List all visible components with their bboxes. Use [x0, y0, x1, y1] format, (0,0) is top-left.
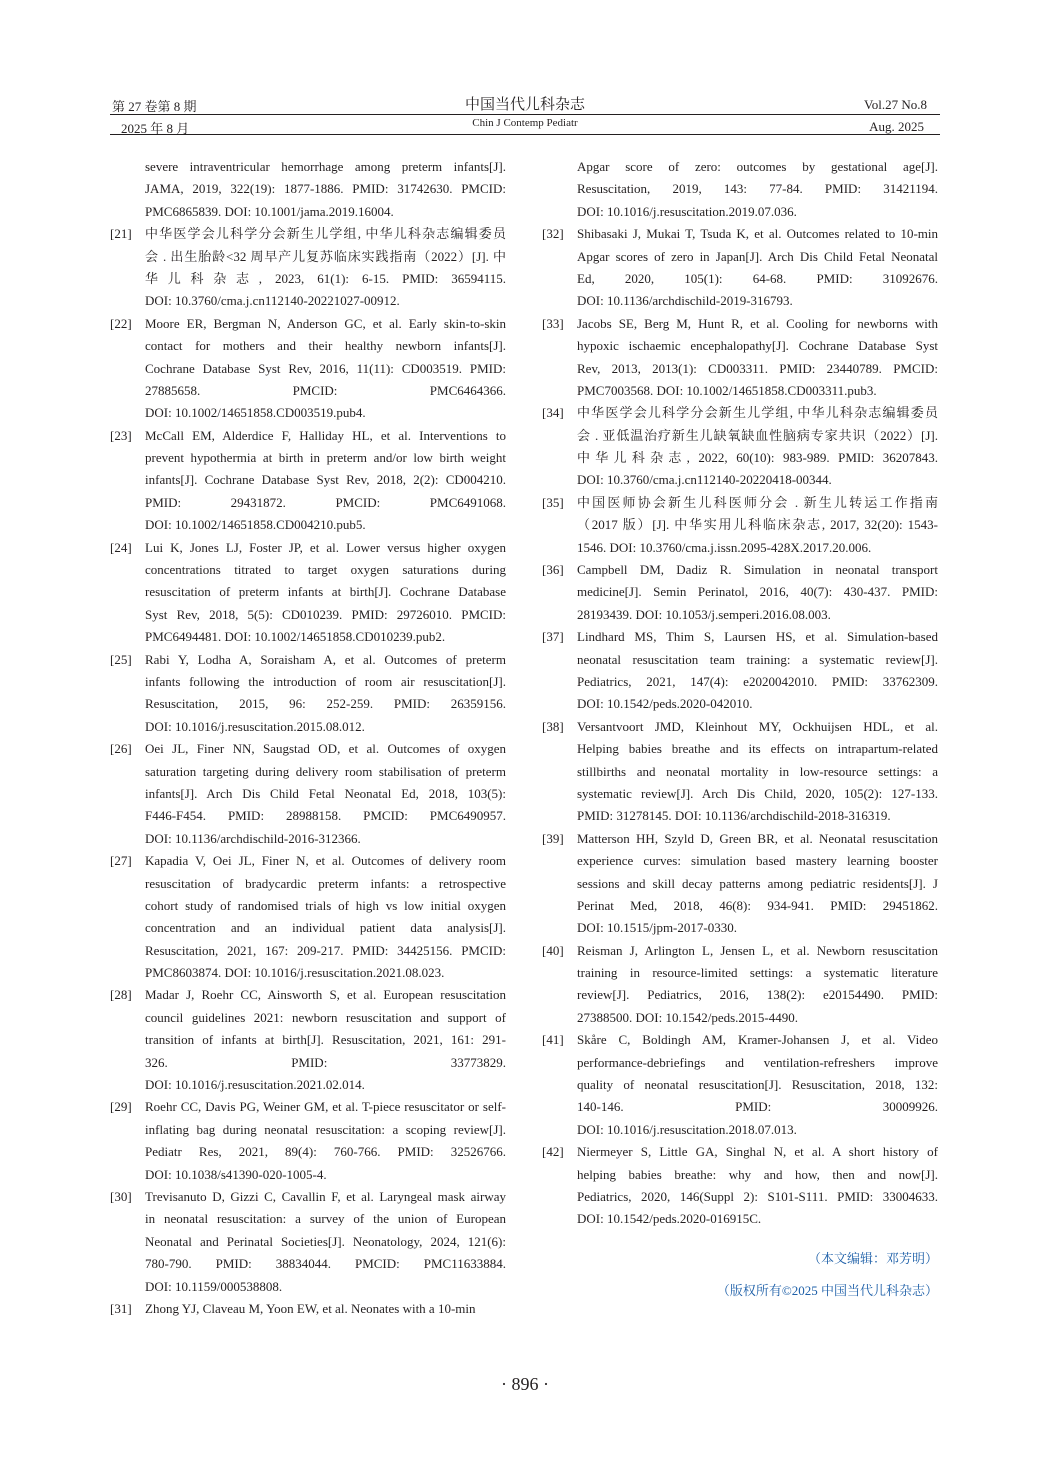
reference-line: Kapadia V, Oei JL, Finer N, et al. Outcomes of delivery room — [145, 853, 506, 869]
reference-line: 中国医师协会新生儿科医师分会 . 新生儿转运工作指南 — [577, 494, 938, 510]
reference-line: infants[J]. Cochrane Database Syst Rev, 2018, 2(2): CD004210. — [145, 472, 506, 488]
reference-line: PMC7003568. DOI: 10.1002/14651858.CD003311.pub3. — [577, 382, 877, 398]
reference-number: [32] — [542, 226, 564, 242]
reference-line: PMC6865839. DOI: 10.1001/jama.2019.16004. — [145, 203, 394, 219]
reference-number: [23] — [110, 427, 132, 443]
reference-line: 会 . 出生胎龄<32 周早产儿复苏临床实践指南（2022）[J]. 中 — [145, 248, 506, 264]
reference-entry — [542, 223, 938, 313]
reference-number: [21] — [110, 226, 132, 242]
reference-line: review[J]. Pediatrics, 2016, 138(2): e20154490. PMID: — [577, 987, 938, 1003]
reference-entry — [110, 425, 506, 537]
reference-line: 27885658. PMCID: PMC6464366. — [145, 382, 506, 398]
reference-line: Pediatrics, 2021, 147(4): e2020042010. PMID: 33762309. — [577, 673, 938, 689]
volume-issue-cn: 第 27 卷第 8 期 — [112, 99, 197, 114]
reference-number: [31] — [110, 1300, 132, 1316]
reference-line: Resuscitation, 2015, 96: 252-259. PMID: 26359156. — [145, 696, 506, 712]
reference-line: infants[J]. Arch Dis Child Fetal Neonatal Ed, 2018, 103(5): — [145, 785, 506, 801]
reference-number: [36] — [542, 562, 564, 578]
reference-number: [38] — [542, 718, 564, 734]
reference-number: [40] — [542, 942, 564, 958]
reference-line: PMC6494481. DOI: 10.1002/14651858.CD010239.pub2. — [145, 629, 446, 645]
reference-line: Neonatal and Perinatal Societies[J]. Neonatology, 2024, 121(6): — [145, 1233, 506, 1249]
reference-line: Cochrane Database Syst Rev, 2016, 11(11): CD003519. PMID: — [145, 360, 506, 376]
reference-line: Trevisanuto D, Gizzi C, Cavallin F, et al. Laryngeal mask airway — [145, 1188, 506, 1204]
reference-line: Madar J, Roehr CC, Ainsworth S, et al. European resuscitation — [145, 987, 506, 1003]
reference-line: Campbell DM, Dadiz R. Simulation in neonatal transport — [577, 562, 938, 578]
reference-line: severe intraventricular hemorrhage among preterm infants[J]. — [145, 159, 506, 174]
reference-line: in neonatal resuscitation: a survey of the union of European — [145, 1211, 506, 1227]
reference-line: Pediatr Res, 2021, 89(4): 760-766. PMID: 32526766. — [145, 1144, 506, 1160]
journal-title-en: Chin J Contemp Pediatr — [472, 117, 578, 129]
reference-line: hypoxic ischaemic encephalopathy[J]. Cochrane Database Syst — [577, 338, 938, 354]
reference-entry — [542, 716, 938, 828]
reference-line: Resuscitation, 2021, 167: 209-217. PMID: 34425156. PMCID: — [145, 942, 506, 958]
reference-line: sessions and skill decay patterns among pediatric residents[J]. J — [577, 875, 938, 891]
reference-line: Resuscitation, 2019, 143: 77-84. PMID: 31421194. — [577, 181, 938, 197]
reference-line: 华儿科杂志, 2023, 61(1): 6-15. PMID: 36594115. — [145, 270, 506, 286]
reference-line: neonatal resuscitation team training: a systematic review[J]. — [577, 651, 938, 667]
reference-line: 326. PMID: 33773829. — [145, 1054, 506, 1070]
page-number: · 896 · — [501, 1374, 549, 1394]
date-en: Aug. 2025 — [869, 119, 924, 134]
reference-line: Perinat Med, 2018, 46(8): 934-941. PMID: 29451862. — [577, 897, 938, 913]
reference-line: Pediatrics, 2020, 146(Suppl 2): S101-S111. PMID: 33004633. — [577, 1188, 938, 1204]
reference-entry — [110, 984, 506, 1096]
reference-line: infants following the introduction of room air resuscitation[J]. — [145, 673, 506, 689]
reference-line: medicine[J]. Semin Perinatol, 2016, 40(7): 430-437. PMID: — [577, 584, 938, 600]
reference-entry — [542, 492, 938, 559]
reference-entry — [110, 1096, 506, 1186]
reference-entry — [542, 828, 938, 940]
reference-entry — [542, 1029, 938, 1141]
reference-line: saturation targeting during delivery room stabilisation of preterm — [145, 763, 506, 779]
reference-line: Oei JL, Finer NN, Saugstad OD, et al. Outcomes of oxygen — [145, 741, 506, 757]
reference-entry — [110, 1186, 506, 1298]
reference-number: [39] — [542, 830, 564, 846]
reference-line: Lui K, Jones LJ, Foster JP, et al. Lower versus higher oxygen — [145, 539, 506, 555]
references-left-column — [110, 156, 506, 1320]
reference-number: [30] — [110, 1188, 132, 1204]
reference-number: [26] — [110, 741, 132, 757]
reference-number: [42] — [542, 1144, 564, 1160]
reference-line: Apgar score of zero: outcomes by gestational age[J]. — [577, 159, 938, 174]
reference-line: DOI: 10.1542/peds.2020-016915C. — [577, 1211, 762, 1227]
reference-line: F446-F454. PMID: 28988158. PMCID: PMC6490957. — [145, 808, 506, 824]
reference-entry — [542, 626, 938, 716]
reference-line: cohort study of randomised trials of high vs low initial oxygen — [145, 897, 506, 913]
reference-entry — [110, 1298, 506, 1320]
reference-entry — [542, 1141, 938, 1231]
reference-number: [27] — [110, 853, 132, 869]
reference-line: contact for mothers and their healthy newborn infants[J]. — [145, 338, 506, 354]
reference-entry — [110, 850, 506, 984]
reference-number: [33] — [542, 315, 564, 331]
reference-number: [24] — [110, 539, 132, 555]
reference-line: Lindhard MS, Thim S, Laursen HS, et al. Simulation-based — [577, 629, 938, 645]
reference-number: [37] — [542, 629, 564, 645]
reference-line: DOI: 10.1542/peds.2020-042010. — [577, 696, 753, 712]
reference-entry — [110, 738, 506, 850]
reference-line: transition of infants at birth[J]. Resuscitation, 2021, 161: 291- — [145, 1032, 506, 1048]
reference-entry — [542, 940, 938, 1030]
reference-number: [28] — [110, 987, 132, 1003]
reference-line: Matterson HH, Szyld D, Green BR, et al. Neonatal resuscitation — [577, 830, 938, 846]
references-right-column — [542, 156, 938, 1231]
reference-number: [29] — [110, 1099, 132, 1115]
header-rule-bottom — [110, 134, 940, 135]
reference-line: inflating bag during neonatal resuscitation: a scoping review[J]. — [145, 1121, 506, 1137]
reference-line: DOI: 10.1159/000538808. — [145, 1278, 283, 1294]
reference-entry — [542, 402, 938, 492]
journal-title-cn: 中国当代儿科杂志 — [464, 97, 585, 113]
reference-line: Zhong YJ, Claveau M, Yoon EW, et al. Neonates with a 10-min — [145, 1300, 476, 1316]
reference-line: prevent hypothermia at birth in preterm and/or low birth weight — [145, 450, 506, 466]
reference-line: training in resource-limited settings: a systematic literature — [577, 965, 938, 981]
reference-line: concentration and an individual patient data analysis[J]. — [145, 920, 506, 936]
reference-line: DOI: 10.1136/archdischild-2016-312366. — [145, 830, 361, 846]
reference-line: 780-790. PMID: 38834044. PMCID: PMC11633884. — [145, 1256, 506, 1272]
reference-number: [25] — [110, 651, 132, 667]
reference-entry — [110, 537, 506, 649]
reference-line: DOI: 10.1038/s41390-020-1005-4. — [145, 1166, 327, 1182]
reference-line: resuscitation of preterm infants at birth[J]. Cochrane Database — [145, 584, 506, 600]
reference-entry — [110, 313, 506, 425]
reference-line: Apgar scores of zero in Japan[J]. Arch Dis Child Fetal Neonatal — [577, 248, 938, 264]
reference-line: quality of neonatal resuscitation[J]. Resuscitation, 2018, 132: — [577, 1077, 938, 1093]
reference-line: systematic review[J]. Arch Dis Child, 2020, 105(2): 127-133. — [577, 785, 938, 801]
reference-line: Syst Rev, 2018, 5(5): CD010239. PMID: 29726010. PMCID: — [145, 606, 506, 622]
date-cn: 2025 年 8 月 — [121, 121, 190, 136]
reference-number: [22] — [110, 315, 132, 331]
reference-line: 1546. DOI: 10.3760/cma.j.issn.2095-428X.2017.20.006. — [577, 539, 872, 555]
reference-line: 27388500. DOI: 10.1542/peds.2015-4490. — [577, 1009, 798, 1025]
reference-continuation — [110, 156, 506, 223]
reference-line: Rev, 2013, 2013(1): CD003311. PMID: 23440789. PMCID: — [577, 360, 938, 376]
reference-line: Niermeyer S, Little GA, Singhal N, et al. A short history of — [577, 1144, 938, 1160]
reference-line: PMID: 31278145. DOI: 10.1136/archdischild-2018-316319. — [577, 808, 891, 824]
reference-number: [41] — [542, 1032, 564, 1048]
reference-line: PMID: 29431872. PMCID: PMC6491068. — [145, 494, 506, 510]
reference-line: DOI: 10.1136/archdischild-2019-316793. — [577, 293, 793, 309]
reference-line: Ed, 2020, 105(1): 64-68. PMID: 31092676. — [577, 270, 938, 286]
copyright-note: （版权所有©2025 中国当代儿科杂志） — [716, 1283, 938, 1298]
reference-line: DOI: 10.1016/j.resuscitation.2021.02.014. — [145, 1077, 365, 1093]
reference-line: DOI: 10.1016/j.resuscitation.2018.07.013. — [577, 1121, 797, 1137]
reference-line: concentrations titrated to target oxygen saturations during — [145, 562, 506, 578]
reference-entry — [542, 559, 938, 626]
reference-line: DOI: 10.1002/14651858.CD003519.pub4. — [145, 405, 366, 421]
reference-line: Rabi Y, Lodha A, Soraisham A, et al. Outcomes of preterm — [145, 651, 506, 667]
reference-line: experience curves: simulation based mastery learning booster — [577, 853, 938, 869]
reference-line: Shibasaki J, Mukai T, Tsuda K, et al. Outcomes related to 10-min — [577, 226, 938, 242]
reference-entry — [110, 649, 506, 739]
reference-entry — [110, 223, 506, 313]
reference-line: DOI: 10.1515/jpm-2017-0330. — [577, 920, 737, 936]
reference-line: Skåre C, Boldingh AM, Kramer-Johansen J, et al. Video — [577, 1032, 938, 1048]
reference-line: Reisman J, Arlington L, Jensen L, et al. Newborn resuscitation — [577, 942, 938, 958]
reference-line: McCall EM, Alderdice F, Halliday HL, et al. Interventions to — [145, 427, 506, 443]
reference-line: Jacobs SE, Berg M, Hunt R, et al. Cooling for newborns with — [577, 315, 938, 331]
header-rule-top — [110, 114, 940, 115]
editor-note: （本文编辑：邓芳明） — [807, 1251, 938, 1266]
reference-line: JAMA, 2019, 322(19): 1877-1886. PMID: 31742630. PMCID: — [145, 181, 506, 197]
reference-line: DOI: 10.1016/j.resuscitation.2019.07.036. — [577, 203, 797, 219]
reference-number: [34] — [542, 405, 564, 421]
reference-line: PMC8603874. DOI: 10.1016/j.resuscitation.2021.08.023. — [145, 965, 445, 981]
reference-line: 中华儿科杂志, 2022, 60(10): 983-989. PMID: 36207843. — [577, 450, 938, 466]
reference-line: DOI: 10.3760/cma.j.cn112140-20221027-00912. — [145, 293, 400, 309]
page-header — [0, 0, 1050, 140]
reference-line: council guidelines 2021: newborn resuscitation and support of — [145, 1009, 506, 1025]
reference-line: Helping babies breathe and its effects on intrapartum-related — [577, 741, 938, 757]
reference-line: performance-debriefings and ventilation-refreshers improve — [577, 1054, 938, 1070]
reference-line: helping babies breathe: why and how, then and now[J]. — [577, 1166, 938, 1182]
reference-entry — [542, 313, 938, 403]
reference-line: 会 . 亚低温治疗新生儿缺氧缺血性脑病专家共识（2022）[J]. — [577, 427, 938, 443]
reference-line: Moore ER, Bergman N, Anderson GC, et al. Early skin-to-skin — [145, 315, 506, 331]
reference-line: DOI: 10.1016/j.resuscitation.2015.08.012. — [145, 718, 365, 734]
reference-number: [35] — [542, 494, 564, 510]
reference-line: 中华医学会儿科学分会新生儿学组, 中华儿科杂志编辑委员 — [145, 226, 506, 242]
reference-line: Versantvoort JMD, Kleinhout MY, Ockhuijsen HDL, et al. — [577, 718, 938, 734]
reference-line: Roehr CC, Davis PG, Weiner GM, et al. T-piece resuscitator or self- — [145, 1099, 506, 1115]
reference-line: （2017 版）[J]. 中华实用儿科临床杂志, 2017, 32(20): 1543- — [577, 517, 938, 533]
reference-line: stillbirths and neonatal mortality in low-resource settings: a — [577, 763, 938, 779]
reference-line: 中华医学会儿科学分会新生儿学组, 中华儿科杂志编辑委员 — [577, 405, 938, 421]
reference-line: resuscitation of bradycardic preterm infants: a retrospective — [145, 875, 506, 891]
reference-line: DOI: 10.1002/14651858.CD004210.pub5. — [145, 517, 366, 533]
reference-line: 140-146. PMID: 30009926. — [577, 1099, 938, 1115]
reference-continuation — [542, 156, 938, 223]
reference-line: DOI: 10.3760/cma.j.cn112140-20220418-00344. — [577, 472, 832, 488]
volume-issue-en: Vol.27 No.8 — [864, 97, 927, 112]
reference-line: 28193439. DOI: 10.1053/j.semperi.2016.08.003. — [577, 606, 831, 622]
